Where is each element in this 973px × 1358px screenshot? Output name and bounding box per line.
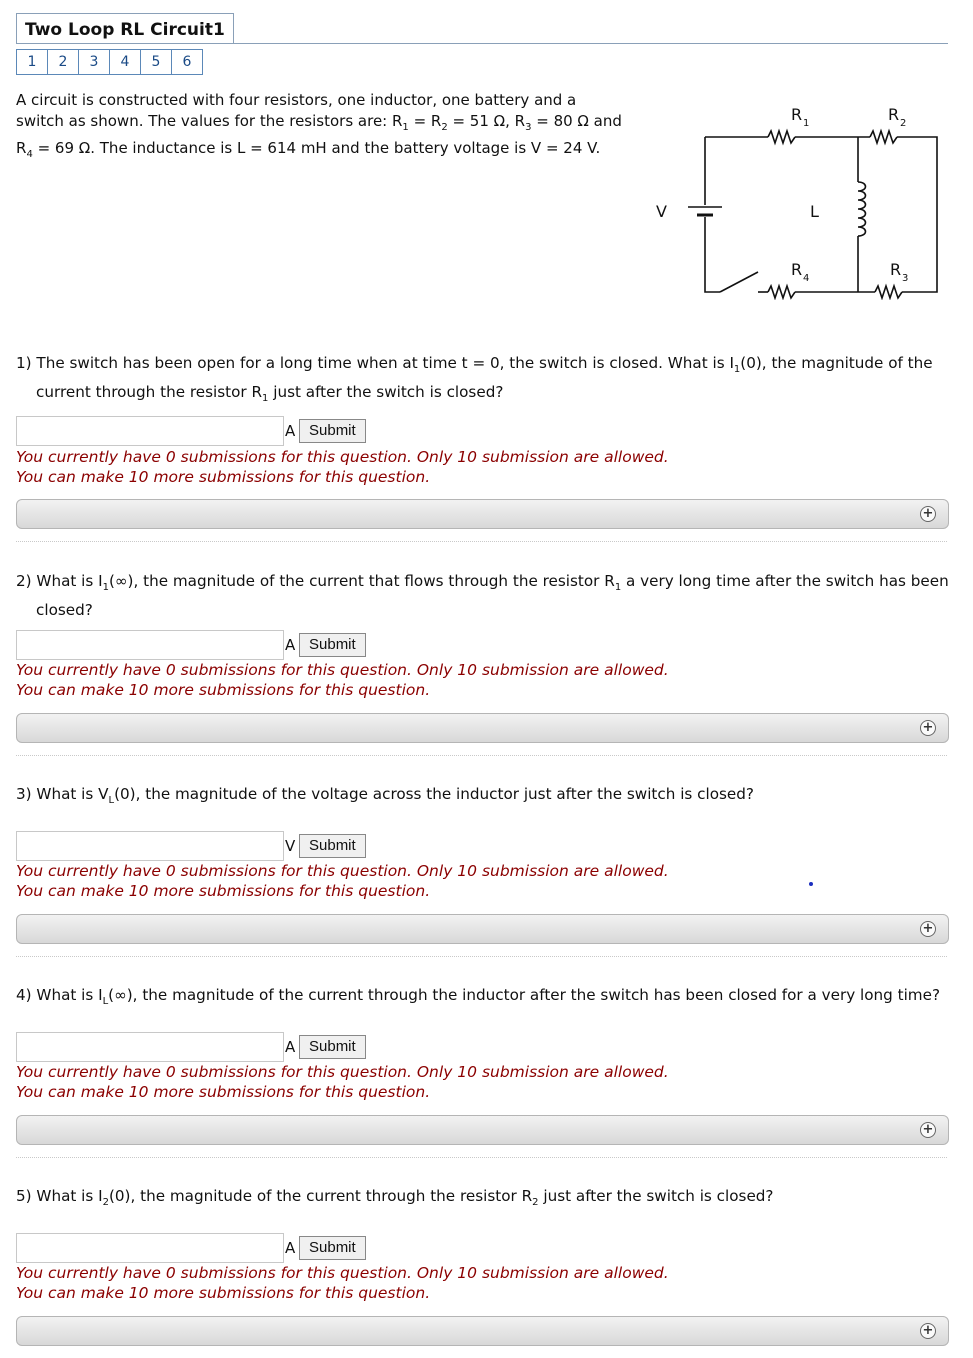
pager-item-3[interactable]: 3 bbox=[78, 49, 110, 75]
question-pager bbox=[16, 49, 202, 75]
submission-count-message: You currently have 0 submissions for this question. Only 10 submission are allowed. bbox=[16, 862, 669, 880]
stray-dot bbox=[809, 882, 813, 886]
intro-line-1: A circuit is constructed with four resistors, one inductor, one battery and a bbox=[16, 91, 577, 109]
label-r2-sub: 2 bbox=[900, 118, 907, 129]
question-text: 2) What is $I_1(\infty)$, the magnitude of the current that flows through the resistor $R_1$ a very long time after the switch has been closed? bbox=[16, 572, 949, 620]
expand-plus-icon[interactable]: + bbox=[920, 720, 936, 736]
question-1 bbox=[16, 352, 951, 521]
hint-bar[interactable] bbox=[16, 713, 949, 743]
expand-plus-icon[interactable]: + bbox=[920, 506, 936, 522]
answer-input[interactable] bbox=[16, 1233, 284, 1263]
question-text: 1) The switch has been open for a long time when at time t = 0, the switch is closed. What is $I_1(0)$, the magnitude of the current through the resistor $R_1$ just after the switch is closed? bbox=[16, 354, 933, 405]
hint-bar[interactable] bbox=[16, 499, 949, 529]
question-text: 4) What is $I_L(\infty)$, the magnitude of the current through the inductor after the switch has been closed for a very long time? bbox=[16, 986, 941, 1008]
inductor bbox=[858, 182, 866, 236]
label-v: V bbox=[656, 202, 667, 221]
pager-item-5[interactable]: 5 bbox=[140, 49, 172, 75]
submission-count-message: You currently have 0 submissions for this question. Only 10 submission are allowed. bbox=[16, 1264, 669, 1282]
label-r1-sub: 1 bbox=[803, 118, 810, 129]
pager-item-1[interactable]: 1 bbox=[16, 49, 48, 75]
unit-label: V bbox=[285, 837, 296, 855]
submissions-remaining-message: You can make 10 more submissions for this question. bbox=[16, 1284, 431, 1302]
resistor-r1 bbox=[768, 131, 795, 143]
question-5 bbox=[16, 1185, 951, 1338]
submission-count-message: You currently have 0 submissions for this question. Only 10 submission are allowed. bbox=[16, 1063, 669, 1081]
question-3 bbox=[16, 783, 951, 936]
label-r3: R bbox=[890, 260, 902, 279]
hint-bar[interactable] bbox=[16, 1316, 949, 1346]
hint-bar[interactable] bbox=[16, 914, 949, 944]
intro-line-3: $R_4 = 69$ Ω. The inductance is L = 614 mH and the battery voltage is V = 24 V. bbox=[16, 139, 601, 160]
expand-plus-icon[interactable]: + bbox=[920, 1122, 936, 1138]
answer-input[interactable] bbox=[16, 630, 284, 660]
submission-count-message: You currently have 0 submissions for this question. Only 10 submission are allowed. bbox=[16, 661, 669, 679]
submit-button[interactable]: Submit bbox=[299, 1236, 366, 1260]
divider bbox=[16, 755, 947, 756]
label-l: L bbox=[810, 202, 819, 221]
submission-count-message: You currently have 0 submissions for this question. Only 10 submission are allowed. bbox=[16, 448, 669, 466]
submit-button[interactable]: Submit bbox=[299, 1035, 366, 1059]
unit-label: A bbox=[285, 1239, 296, 1257]
submit-button[interactable]: Submit bbox=[299, 834, 366, 858]
page-title: Two Loop RL Circuit1 bbox=[16, 13, 234, 44]
label-r1: R bbox=[791, 105, 803, 124]
answer-row bbox=[16, 831, 366, 861]
answer-input[interactable] bbox=[16, 416, 284, 446]
resistor-r2 bbox=[870, 131, 897, 143]
pager-item-6[interactable]: 6 bbox=[171, 49, 203, 75]
unit-label: A bbox=[285, 636, 296, 654]
answer-row bbox=[16, 1032, 366, 1062]
answer-input[interactable] bbox=[16, 1032, 284, 1062]
question-text: 5) What is $I_2(0)$, the magnitude of the current through the resistor $R_2$ just after the switch is closed? bbox=[16, 1187, 774, 1209]
label-r3-sub: 3 bbox=[902, 273, 909, 284]
answer-row bbox=[16, 630, 366, 660]
label-r4: R bbox=[791, 260, 803, 279]
label-r4-sub: 4 bbox=[803, 273, 810, 284]
divider bbox=[16, 956, 947, 957]
problem-description bbox=[16, 90, 631, 165]
answer-row bbox=[16, 416, 366, 446]
submissions-remaining-message: You can make 10 more submissions for this question. bbox=[16, 1083, 431, 1101]
label-r2: R bbox=[888, 105, 900, 124]
intro-line-2: switch as shown. The values for the resistors are: $R_1 = R_2 = 51$ Ω, $R_3 = 80$ Ω and bbox=[16, 112, 622, 133]
pager-item-4[interactable]: 4 bbox=[109, 49, 141, 75]
hint-bar[interactable] bbox=[16, 1115, 949, 1145]
submit-button[interactable]: Submit bbox=[299, 633, 366, 657]
expand-plus-icon[interactable]: + bbox=[920, 1323, 936, 1339]
unit-label: A bbox=[285, 422, 296, 440]
question-text: 3) What is $V_L(0)$, the magnitude of the voltage across the inductor just after the switch is closed? bbox=[16, 785, 754, 807]
submit-button[interactable]: Submit bbox=[299, 419, 366, 443]
resistor-r3 bbox=[875, 286, 902, 298]
divider bbox=[16, 1157, 947, 1158]
pager-item-2[interactable]: 2 bbox=[47, 49, 79, 75]
circuit-diagram bbox=[650, 100, 950, 300]
question-4 bbox=[16, 984, 951, 1137]
title-divider bbox=[16, 43, 948, 44]
expand-plus-icon[interactable]: + bbox=[920, 921, 936, 937]
resistor-r4 bbox=[768, 286, 795, 298]
answer-row bbox=[16, 1233, 366, 1263]
divider bbox=[16, 541, 947, 542]
submissions-remaining-message: You can make 10 more submissions for this question. bbox=[16, 681, 431, 699]
answer-input[interactable] bbox=[16, 831, 284, 861]
question-2 bbox=[16, 570, 951, 735]
switch bbox=[720, 272, 758, 292]
unit-label: A bbox=[285, 1038, 296, 1056]
submissions-remaining-message: You can make 10 more submissions for this question. bbox=[16, 468, 431, 486]
submissions-remaining-message: You can make 10 more submissions for this question. bbox=[16, 882, 431, 900]
